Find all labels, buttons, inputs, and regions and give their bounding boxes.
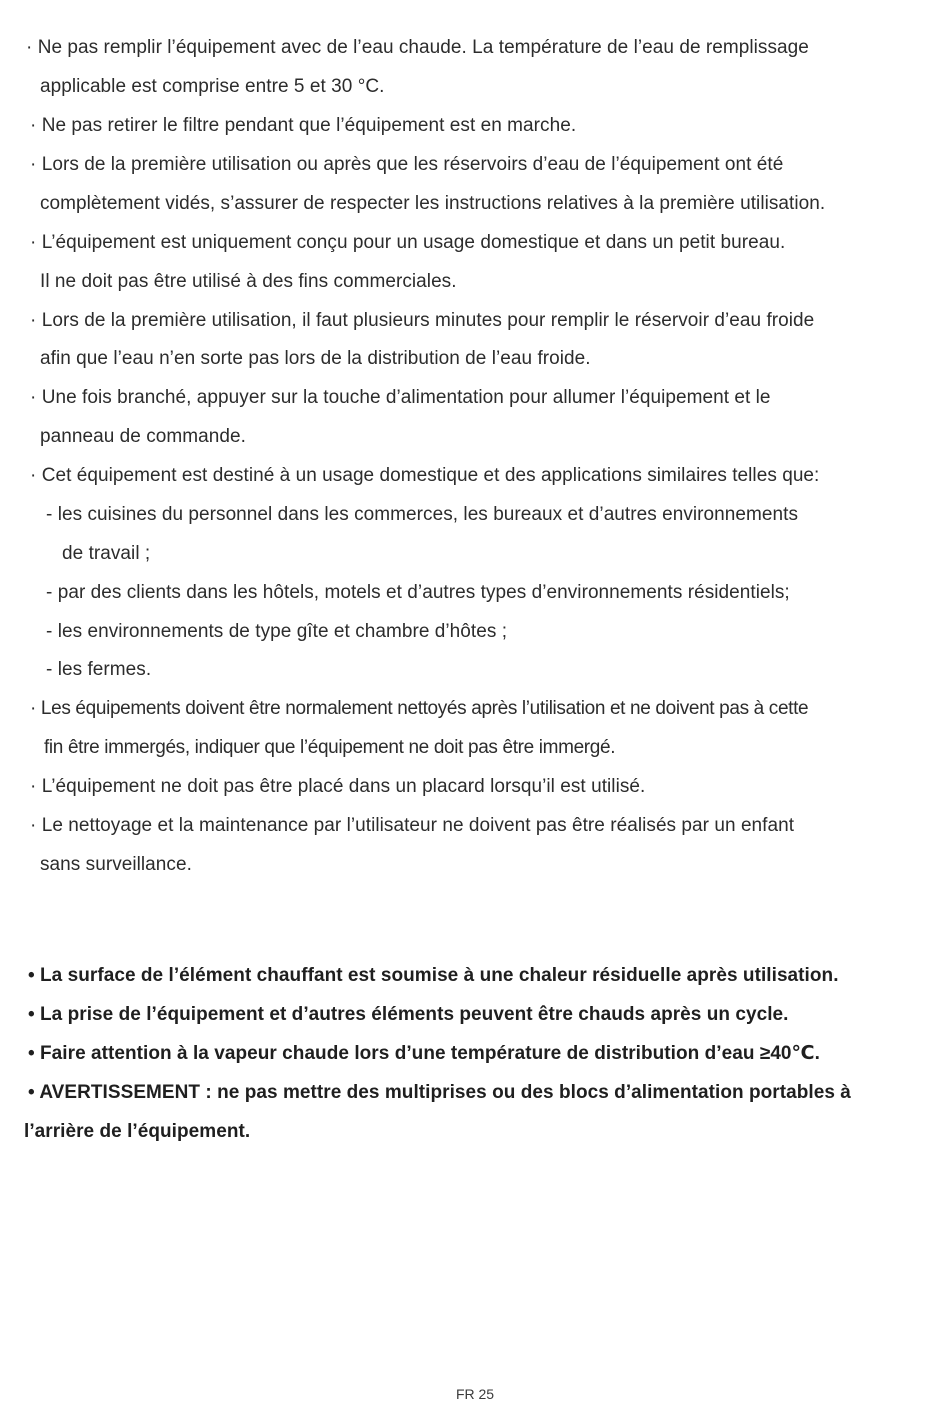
list-item: · L’équipement ne doit pas être placé dans un placard lorsqu’il est utilisé. — [30, 776, 646, 797]
list-item-continuation: applicable est comprise entre 5 et 30 °C. — [40, 76, 385, 97]
warning-item: • Faire attention à la vapeur chaude lors d’une température de distribution d’eau ≥40℃. — [28, 1043, 820, 1064]
list-item-continuation: fin être immergés, indiquer que l’équipement ne doit pas être immergé. — [44, 737, 616, 758]
sub-list-item: - les fermes. — [46, 659, 152, 680]
list-item-continuation: panneau de commande. — [40, 426, 246, 447]
list-item: · L’équipement est uniquement conçu pour un usage domestique et dans un petit bureau. — [30, 232, 786, 253]
warning-item: • La prise de l’équipement et d’autres éléments peuvent être chauds après un cycle. — [28, 1004, 789, 1025]
page-number: FR 25 — [455, 1386, 495, 1402]
list-item: · Ne pas remplir l’équipement avec de l’eau chaude. La température de l’eau de remplissage — [26, 37, 809, 58]
list-item: · Le nettoyage et la maintenance par l’utilisateur ne doivent pas être réalisés par un enfant — [30, 815, 795, 836]
list-item: · Cet équipement est destiné à un usage domestique et des applications similaires telles que: — [30, 465, 820, 486]
list-item-continuation: afin que l’eau n’en sorte pas lors de la distribution de l’eau froide. — [40, 348, 591, 369]
list-item-continuation: sans surveillance. — [40, 854, 192, 875]
warning-item-continuation: l’arrière de l’équipement. — [24, 1121, 251, 1142]
sub-list-item: - par des clients dans les hôtels, motels et d’autres types d’environnements résidentiels; — [46, 582, 790, 603]
sub-list-item-continuation: de travail ; — [62, 543, 151, 564]
list-item: · Une fois branché, appuyer sur la touche d’alimentation pour allumer l’équipement et le — [30, 387, 771, 408]
list-item-continuation: complètement vidés, s’assurer de respecter les instructions relatives à la première utilisation. — [40, 193, 826, 214]
list-item-continuation: Il ne doit pas être utilisé à des fins commerciales. — [40, 271, 457, 292]
list-item: · Lors de la première utilisation ou après que les réservoirs d’eau de l’équipement ont été — [30, 154, 784, 175]
sub-list-item: - les cuisines du personnel dans les commerces, les bureaux et d’autres environnements — [46, 504, 799, 525]
warning-item: • AVERTISSEMENT : ne pas mettre des multiprises ou des blocs d’alimentation portables à — [28, 1082, 851, 1103]
sub-list-item: - les environnements de type gîte et chambre d’hôtes ; — [46, 621, 508, 642]
list-item: · Lors de la première utilisation, il faut plusieurs minutes pour remplir le réservoir d’eau froide — [30, 310, 815, 331]
list-item: · Ne pas retirer le filtre pendant que l’équipement est en marche. — [30, 115, 577, 136]
list-item: · Les équipements doivent être normalement nettoyés après l’utilisation et ne doivent pas à cette — [30, 698, 809, 719]
warning-item: • La surface de l’élément chauffant est soumise à une chaleur résiduelle après utilisation. — [28, 965, 839, 986]
